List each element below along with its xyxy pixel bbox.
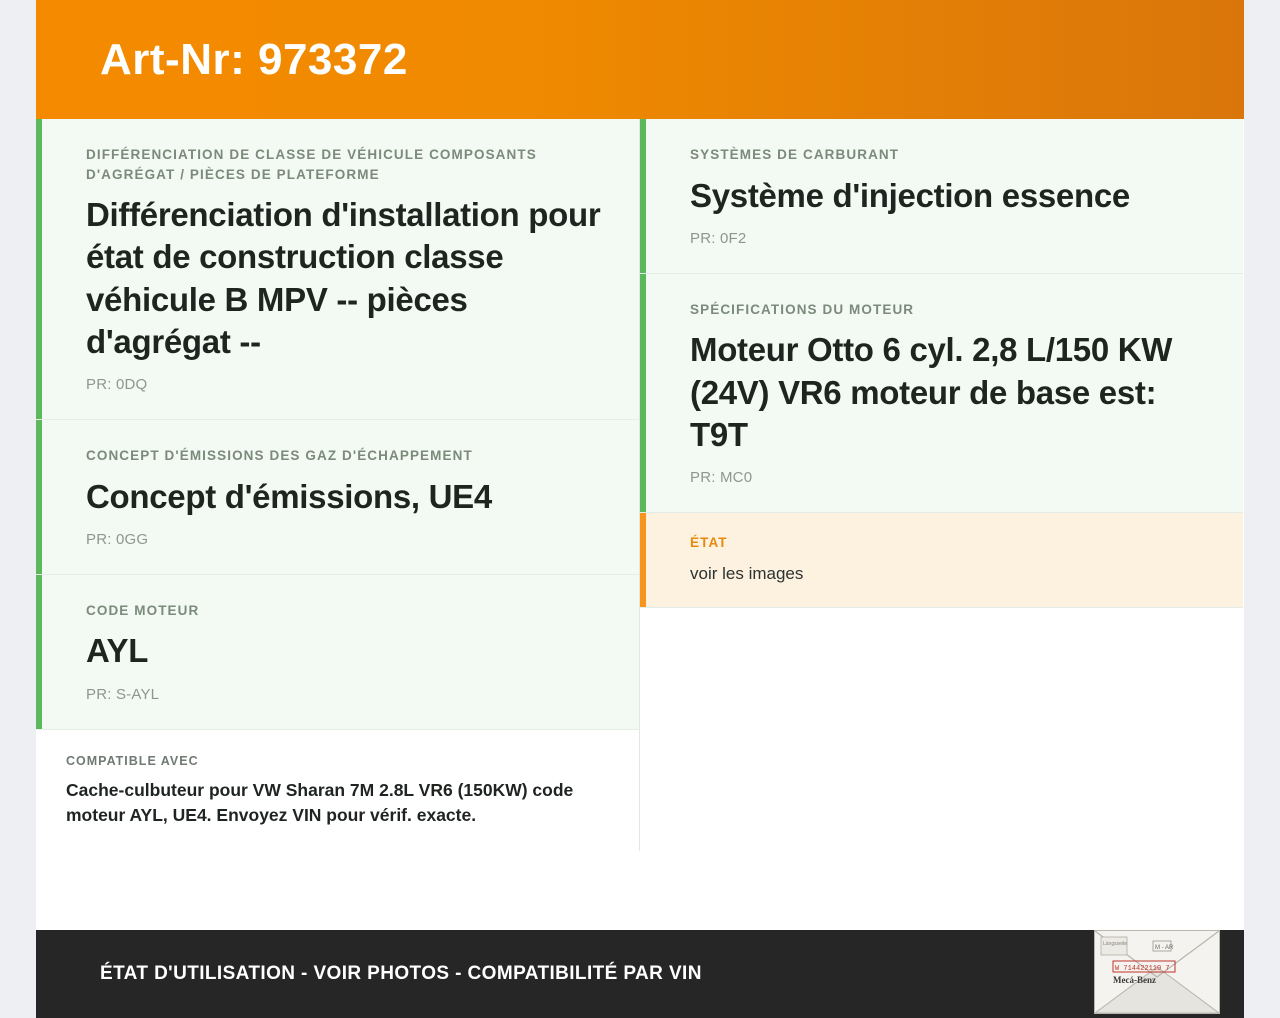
spec-label: DIFFÉRENCIATION DE CLASSE DE VÉHICULE COMPOSANTS D'AGRÉGAT / PIÈCES DE PLATEFORME <box>86 147 537 182</box>
compatibility-card <box>36 730 639 852</box>
state-card <box>640 513 1243 608</box>
spec-value: Moteur Otto 6 cyl. 2,8 L/150 KW (24V) VR6 moteur de base est: T9T <box>690 331 1173 453</box>
footer-text: ÉTAT D'UTILISATION - VOIR PHOTOS - COMPATIBILITÉ PAR VIN <box>100 963 702 984</box>
left-column <box>36 119 640 851</box>
compatibility-label: COMPATIBLE AVEC <box>66 753 199 768</box>
spec-label: CONCEPT D'ÉMISSIONS DES GAZ D'ÉCHAPPEMENT <box>86 448 473 464</box>
spec-pr-code: PR: 0F2 <box>690 229 747 247</box>
spec-pr-code: PR: MC0 <box>690 469 753 487</box>
spec-pr-code: PR: 0DQ <box>86 376 148 394</box>
spec-value: AYL <box>86 632 149 670</box>
spec-columns <box>36 119 1244 930</box>
spec-card-emissions <box>36 420 639 575</box>
spec-card-vehicle-class <box>36 119 639 420</box>
spec-label: SPÉCIFICATIONS DU MOTEUR <box>690 301 915 317</box>
footer-banner <box>36 930 1244 1018</box>
page-title: Art-Nr: 973372 <box>100 34 408 84</box>
svg-text:W 714422110 7: W 714422110 7 <box>1115 965 1170 973</box>
state-value: voir les images <box>690 563 804 583</box>
svg-text:Längsseite: Längsseite <box>1103 941 1128 947</box>
envelope-stamp-icon <box>1094 930 1220 1014</box>
spec-label: CODE MOTEUR <box>86 602 200 618</box>
svg-text:Mecá-Benz: Mecá-Benz <box>1113 975 1156 985</box>
spec-card-fuel-system <box>640 119 1243 274</box>
header-banner <box>36 0 1244 119</box>
spec-value: Système d'injection essence <box>690 176 1130 214</box>
spec-pr-code: PR: 0GG <box>86 530 149 548</box>
right-column <box>640 119 1243 608</box>
spec-value: Différenciation d'installation pour état de construction classe véhicule B MPV -- pièces d'agrégat -- <box>86 196 601 360</box>
svg-text:M - AR: M - AR <box>1155 945 1174 951</box>
spec-card-engine-code <box>36 575 639 730</box>
spec-value: Concept d'émissions, UE4 <box>86 477 492 515</box>
spec-label: SYSTÈMES DE CARBURANT <box>690 147 900 162</box>
compatibility-text: Cache-culbuteur pour VW Sharan 7M 2.8L VR6 (150KW) code moteur AYL, UE4. Envoyez VIN pour vérif. exacte. <box>66 779 574 825</box>
spec-pr-code: PR: S-AYL <box>86 685 160 703</box>
listing-sheet <box>36 0 1244 1018</box>
spec-card-engine-specs <box>640 274 1243 513</box>
state-label: ÉTAT <box>690 535 728 551</box>
